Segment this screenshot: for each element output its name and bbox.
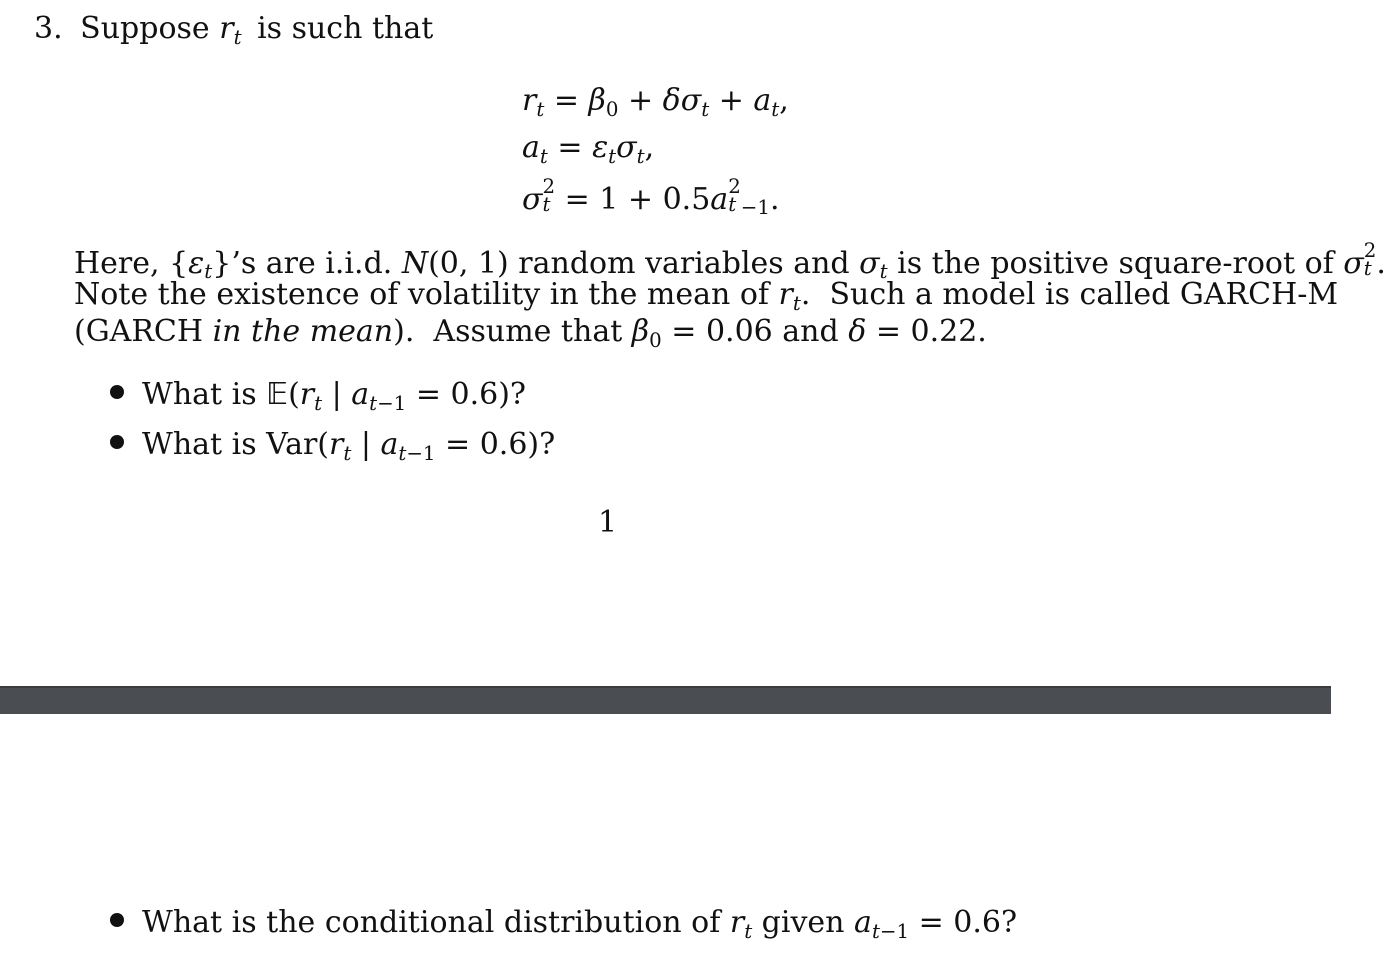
page-divider (0, 686, 1331, 714)
problem-number: 3. (34, 11, 63, 46)
intro-tail: is such that (257, 11, 434, 46)
bullet-icon (110, 913, 124, 927)
intro-sub: t (233, 25, 242, 49)
bullet-item-1: What is $𝔼(r_t$ | $a_{t-1} = 0.6$)? (110, 380, 526, 410)
bullet-item-2: What is $Var(r_t$ | $a_{t-1} = 0.6$)? (110, 430, 555, 460)
paragraph-line-1: Here, $\{\varepsilon_t\}’s$ are i.i.d. N(0, 1) random variables and $\sigma_t$ is the positive square-root of σ 2 t . (74, 239, 1386, 284)
page-number: 1 (598, 505, 618, 540)
equation-3: σ 2 t = 1 + 0.5a 2 t −1. (522, 175, 780, 220)
paragraph-line-2: Note the existence of volatility in the mean of $r_t$. Such a model is called GARCH-M (74, 277, 1339, 315)
bullet-item-3: What is the conditional distribution of $r_t$ given $a_{t-1} = 0.6$? (110, 908, 1017, 938)
pdf-page-2 (0, 714, 1331, 953)
problem-heading (34, 11, 434, 49)
intro-var: r (219, 11, 234, 46)
equation-2: $a_t = \varepsilon_t\sigma_t$, (522, 130, 655, 168)
problem-intro: Suppose (80, 11, 210, 46)
bullet-icon (110, 385, 124, 399)
paragraph-line-3: (GARCH in the mean). Assume that $\beta_0 = 0.06$ and δ = 0.22. (74, 314, 987, 352)
equation-1: $r_t = \beta_0 + \delta\sigma_t + a_t$, (522, 83, 789, 121)
bullet-icon (110, 435, 124, 449)
